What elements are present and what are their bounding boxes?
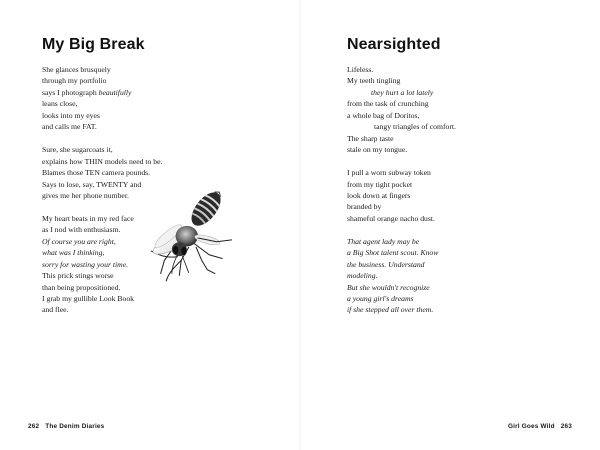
poem-line: This prick stings worse <box>42 271 114 281</box>
poem-title: Nearsighted <box>347 36 441 53</box>
running-head: The Denim Diaries <box>45 423 105 430</box>
poem-line: as I nod with enthusiasm. <box>42 225 121 235</box>
poem-line: and calls me FAT. <box>42 122 97 132</box>
right-page <box>300 0 600 450</box>
poem-title: My Big Break <box>42 36 145 53</box>
poem-line: My teeth tingling <box>347 76 401 86</box>
poem-line: they hurt a lot lately <box>371 87 434 97</box>
poem-body <box>347 64 456 327</box>
poem-line: and flee. <box>42 305 69 315</box>
poem-line: through my portfolio <box>42 76 107 86</box>
poem-line: My heart beats in my red face <box>42 213 134 223</box>
poem-line: from my tight pocket <box>347 179 413 189</box>
page-number: 263 <box>560 423 572 430</box>
poem-line: But she wouldn't recognize <box>347 282 430 292</box>
poem-line: The sharp taste <box>347 133 394 143</box>
poem-line: sorry for wasting your time. <box>42 259 129 269</box>
poem-line: That agent lady may be <box>347 236 420 246</box>
stanza <box>42 64 163 133</box>
stanza <box>347 64 456 156</box>
poem-line: shameful orange nacho dust. <box>347 213 435 223</box>
poem-line: branded by <box>347 202 382 212</box>
poem-line: Blames those TEN camera pounds. <box>42 168 151 178</box>
stanza <box>347 236 456 316</box>
poem-line: She glances brusquely <box>42 65 111 74</box>
page-number: 262 <box>28 423 40 430</box>
poem-line: I pull a worn subway token <box>347 168 431 178</box>
poem-line: the business. Understand <box>347 259 425 269</box>
poem-line: if she stepped all over them. <box>347 305 434 315</box>
poem-line: Lifeless. <box>347 65 374 74</box>
bee-icon <box>142 182 254 294</box>
running-head: Girl Goes Wild <box>507 423 555 430</box>
emphasis-word: beautifully <box>98 87 132 97</box>
line-text: says I photograph <box>42 87 99 97</box>
page-footer <box>508 423 578 430</box>
poem-line: tangy triangles of comfort. <box>374 122 456 132</box>
poem-line: stale on my tongue. <box>347 145 408 155</box>
poem-line: gives me her phone number. <box>42 190 129 200</box>
poem-line <box>42 87 163 98</box>
poem-line: a whole bag of Doritos, <box>347 110 420 120</box>
poem-line: from the task of crunching <box>347 99 429 109</box>
poem-line: what was I thinking, <box>42 248 105 258</box>
poem-line: Of course you are right, <box>42 236 116 246</box>
poem-line: than being propositioned. <box>42 282 121 292</box>
poem-line: modeling. <box>347 271 378 281</box>
poem-line: looks into my eyes <box>42 110 100 120</box>
page-footer <box>22 423 104 430</box>
poem-line: leans close, <box>42 99 78 109</box>
poem-line: Says to lose, say, TWENTY and <box>42 179 142 189</box>
poem-line: look down at fingers <box>347 190 411 200</box>
poem-line: a young girl's dreams <box>347 294 414 304</box>
poem-line: a Big Shot talent scout. Know <box>347 248 439 258</box>
stanza <box>347 167 456 224</box>
poem-line: Sure, she sugarcoats it, <box>42 145 113 155</box>
poem-line: explains how THIN models need to be. <box>42 156 163 166</box>
poem-line: I grab my gullible Look Book <box>42 294 135 304</box>
